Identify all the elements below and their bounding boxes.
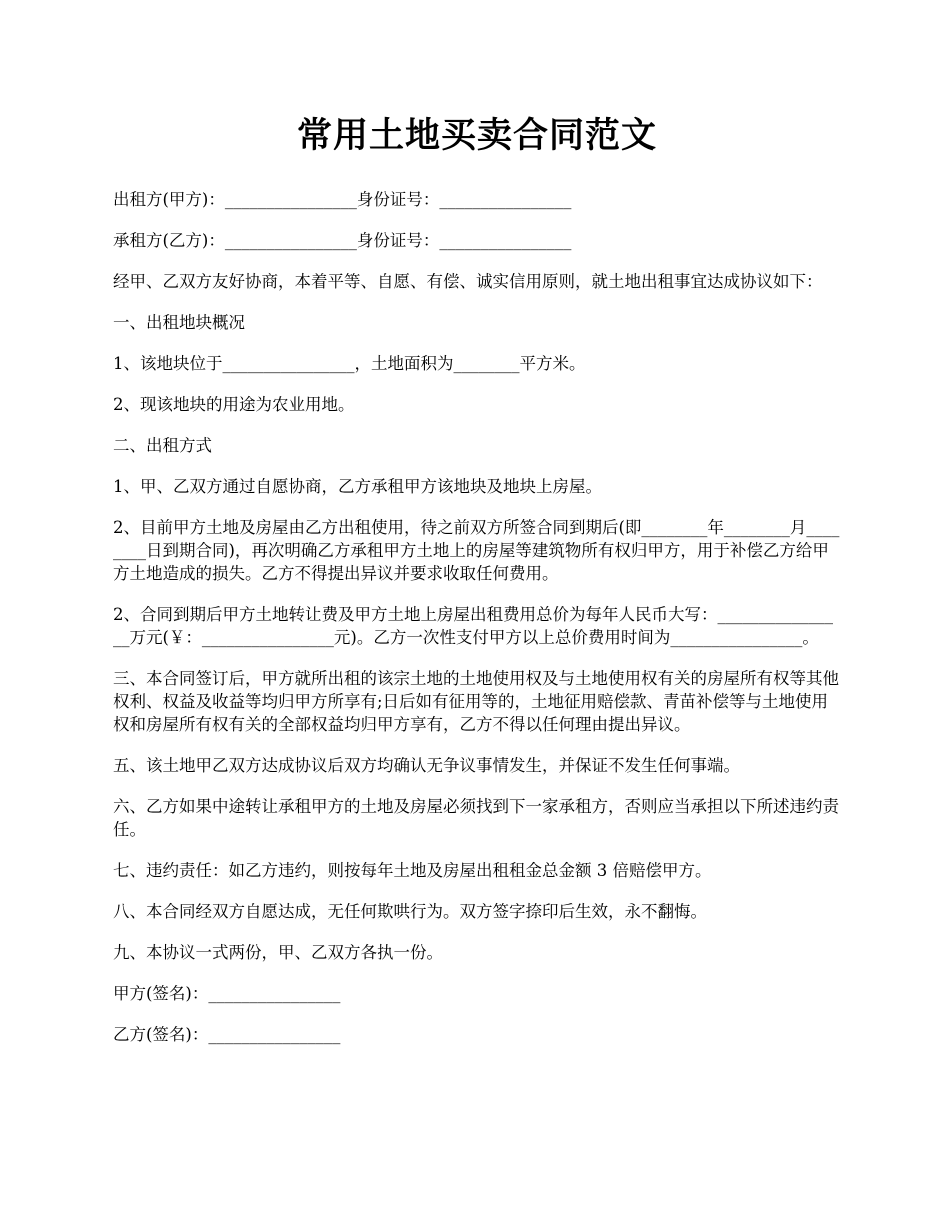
clause-8: 八、本合同经双方自愿达成，无任何欺哄行为。双方签字捺印后生效，永不翻悔。 [113, 902, 707, 921]
party-b-signature: 乙方(签名)：________________ [113, 1025, 341, 1044]
clause-7: 七、违约责任：如乙方违约，则按每年土地及房屋出租租金总金额 3 倍赔偿甲方。 [113, 861, 712, 880]
section-heading-2: 二、出租方式 [113, 436, 212, 455]
clause-1-1: 1、该地块位于________________，土地面积为________平方米。 [113, 354, 586, 373]
clause-6: 六、乙方如果中途转让承租甲方的土地及房屋必须找到下一家承租方，否则应当承担以下所述违约责任。 [113, 797, 839, 839]
preamble: 经甲、乙双方友好协商，本着平等、自愿、有偿、诚实信用原则，就土地出租事宜达成协议如下： [113, 272, 823, 291]
clause-1-2: 2、现该地块的用途为农业用地。 [113, 395, 355, 414]
party-a-signature: 甲方(签名)：________________ [113, 984, 341, 1003]
clause-9: 九、本协议一式两份，甲、乙双方各执一份。 [113, 943, 443, 962]
clause-2-2b: 2、合同到期后甲方土地转让费及甲方土地上房屋出租费用总价为每年人民币大写：________________万元(￥：________________元)。乙方一次性支付甲方以上总价费用时间为________________。 [113, 605, 833, 647]
clause-2-1: 1、甲、乙双方通过自愿协商，乙方承租甲方该地块及地块上房屋。 [113, 477, 602, 496]
party-b-line: 承租方(乙方)：________________身份证号：________________ [113, 231, 572, 250]
section-heading-1: 一、出租地块概况 [113, 313, 245, 332]
clause-2-2: 2、目前甲方土地及房屋由乙方出租使用，待之前双方所签合同到期后(即________年________月________日到期合同)，再次明确乙方承租甲方土地上的房屋等建筑物所有权归甲方，用于补偿乙方给甲方土地造成的损失。乙方不得提出异议并要求收取任何费用。 [113, 518, 840, 583]
document-page [113, 112, 841, 1064]
document-title: 常用土地买卖合同范文 [296, 115, 657, 156]
clause-5: 五、该土地甲乙双方达成协议后双方均确认无争议事情发生，并保证不发生任何事端。 [113, 756, 740, 775]
clause-3: 三、本合同签订后，甲方就所出租的该宗土地的土地使用权及与土地使用权有关的房屋所有权等其他权利、权益及收益等均归甲方所享有;日后如有征用等的，土地征用赔偿款、青苗补偿等与土地使用权和房屋所有权有关的全部权益均归甲方享有，乙方不得以任何理由提出异议。 [113, 669, 839, 734]
party-a-line: 出租方(甲方)：________________身份证号：________________ [113, 190, 572, 209]
